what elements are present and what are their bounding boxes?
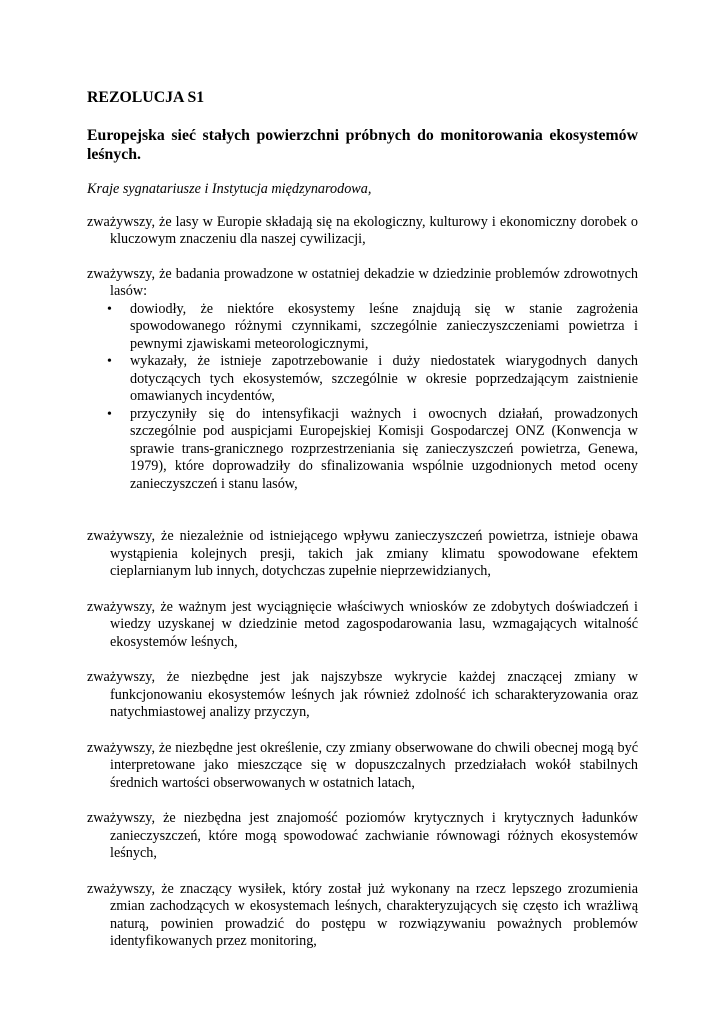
list-item-text: wykazały, że istnieje zapotrzebowanie i duży niedostatek wiarygodnych danych dotyczących tych ekosystemów, szczególnie w okresie poprzedzającym zaistnienie omawianych incydentów, <box>130 353 638 404</box>
bullet-icon: • <box>107 301 112 317</box>
list-item <box>107 301 638 354</box>
paragraph-intro-text: zważywszy, że badania prowadzone w ostatniej dekadzie w dziedzinie problemów zdrowotnych lasów: <box>87 265 638 299</box>
list-item <box>107 353 638 406</box>
list-item-text: przyczyniły się do intensyfikacji ważnych i owocnych działań, prowadzonych szczególnie pod auspicjami Europejskiej Komisji Gospodarczej ONZ (Konwencja w sprawie trans-granicznego rozprzestrzeniania się zanieczyszczeń powietrza, Genewa, 1979), które doprowadziły do sfinalizowania wspólnie uzgodnionych metod oceny zanieczyszczeń i stanu lasów, <box>130 405 638 492</box>
paragraph-lessons-learned: zważywszy, że ważnym jest wyciągnięcie właściwych wniosków ze zdobytych doświadczeń i wiedzy uzyskanej w dziedzinie metod zagospodarowania lasu, wzmagających witalność ekosystemów leśnych, <box>87 598 638 650</box>
list-item <box>107 406 638 494</box>
paragraph-change-interpretation: zważywszy, że niezbędne jest określenie, czy zmiany obserwowane do chwili obecnej mogą być interpretowane jako mieszczące się w dopuszczalnych przedziałach wokół stabilnych średnich wartości obserwowanych w ostatnich latach, <box>87 739 638 791</box>
research-findings-list <box>107 301 638 494</box>
list-item-text: dowiodły, że niektóre ekosystemy leśne znajdują się w stanie zagrożenia spowodowanego różnymi czynnikami, szczególnie zanieczyszczeniami powietrza i pewnymi zjawiskami meteorologicznymi, <box>130 300 638 352</box>
paragraph-monitoring-progress: zważywszy, że znaczący wysiłek, który został już wykonany na rzecz lepszego zrozumienia zmian zachodzących w ekosystemach leśnych, charakteryzujących się często ich wrażliwą naturą, powinien prowadzić do postępu w rozwiązywaniu poważnych problemów identyfikowanych przez monitoring, <box>87 880 638 949</box>
bullet-icon: • <box>107 406 112 422</box>
resolution-subtitle: Europejska sieć stałych powierzchni próbnych do monitorowania ekosystemów leśnych. <box>87 127 638 163</box>
paragraph-early-detection: zważywszy, że niezbędne jest jak najszybsze wykrycie każdej znaczącej zmiany w funkcjonowaniu ekosystemów leśnych jak również zdolność ich scharakteryzowania oraz natychmiastowej analizy przyczyn, <box>87 669 638 720</box>
bullet-icon: • <box>107 354 112 369</box>
paragraph-critical-loads: zważywszy, że niezbędna jest znajomość poziomów krytycznych i krytycznych ładunków zanieczyszczeń, które mogą spowodować zachwianie równowagi różnych ekosystemów leśnych, <box>87 810 638 861</box>
paragraph-further-pressures: zważywszy, że niezależnie od istniejącego wpływu zanieczyszczeń powietrza, istnieje obawa wystąpienia kolejnych presji, takich jak zmiany klimatu spowodowane efektem cieplarnianym lub innych, dotychczas zupełnie nieprzewidzianych, <box>87 528 638 579</box>
paragraph-forests-heritage: zważywszy, że lasy w Europie składają się na ekologiczny, kulturowy i ekonomiczny dorobek o kluczowym znaczeniu dla naszej cywilizacji, <box>87 213 638 247</box>
preamble: Kraje sygnatariusze i Instytucja międzynarodowa, <box>87 181 372 197</box>
paragraph-forest-health-research <box>87 266 638 301</box>
resolution-title: REZOLUCJA S1 <box>87 89 205 106</box>
